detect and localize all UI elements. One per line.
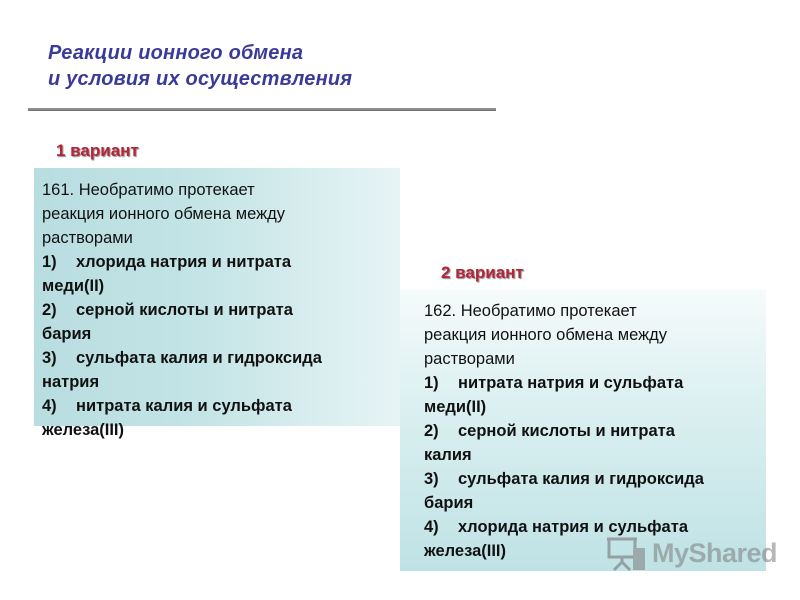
option-number: 3) — [424, 470, 439, 488]
question-line: растворами — [424, 350, 515, 368]
answer-option-1 — [424, 371, 758, 395]
option-number: 2) — [42, 301, 57, 319]
question-line: растворами — [42, 229, 133, 247]
answer-option-4-cont: железа(III) — [42, 421, 125, 439]
page-title-line-1: Реакции ионного обмена — [48, 42, 304, 64]
answer-option-3 — [424, 467, 758, 491]
answer-option-3 — [42, 346, 392, 370]
answer-option-2 — [424, 419, 758, 443]
variant-1-label: 1 вариант — [56, 141, 139, 160]
watermark-text: MyShared — [652, 538, 778, 568]
answer-option-1-cont: меди(II) — [424, 398, 487, 416]
variant-2-panel — [400, 289, 766, 571]
option-text: хлорида натрия и нитрата — [76, 253, 292, 271]
answer-option-2-cont: бария — [42, 325, 92, 343]
answer-option-2-cont: калия — [424, 446, 472, 464]
presentation-board-icon — [606, 536, 646, 572]
answer-option-4-cont: железа(III) — [424, 542, 507, 560]
page-title — [48, 40, 352, 92]
page-title-line-2: и условия их осуществления — [48, 68, 353, 90]
answer-option-3-cont: натрия — [42, 373, 100, 391]
answer-option-1-cont: меди(II) — [42, 277, 105, 295]
option-text: сульфата калия и гидроксида — [76, 349, 322, 367]
option-number: 4) — [424, 518, 439, 536]
option-number: 1) — [42, 253, 57, 271]
answer-option-2 — [42, 298, 392, 322]
option-text: серной кислоты и нитрата — [458, 422, 675, 440]
question-line: 162. Необратимо протекает — [424, 302, 637, 320]
option-text: нитрата калия и сульфата — [76, 397, 292, 415]
option-number: 1) — [424, 374, 439, 392]
question-line: реакция ионного обмена между — [424, 326, 668, 344]
option-text: сульфата калия и гидроксида — [458, 470, 704, 488]
option-text: серной кислоты и нитрата — [76, 301, 293, 319]
answer-option-3-cont: бария — [424, 494, 474, 512]
option-text: хлорида натрия и сульфата — [458, 518, 688, 536]
question-line: 161. Необратимо протекает — [42, 181, 255, 199]
watermark — [606, 536, 778, 572]
title-divider — [28, 108, 496, 111]
option-text: нитрата натрия и сульфата — [458, 374, 684, 392]
variant-1-panel — [34, 168, 400, 439]
answer-option-1 — [42, 250, 392, 274]
question-line: реакция ионного обмена между — [42, 205, 286, 223]
option-number: 3) — [42, 349, 57, 367]
option-number: 4) — [42, 397, 57, 415]
variant-2-label: 2 вариант — [441, 263, 524, 282]
option-number: 2) — [424, 422, 439, 440]
answer-option-4 — [42, 394, 392, 418]
